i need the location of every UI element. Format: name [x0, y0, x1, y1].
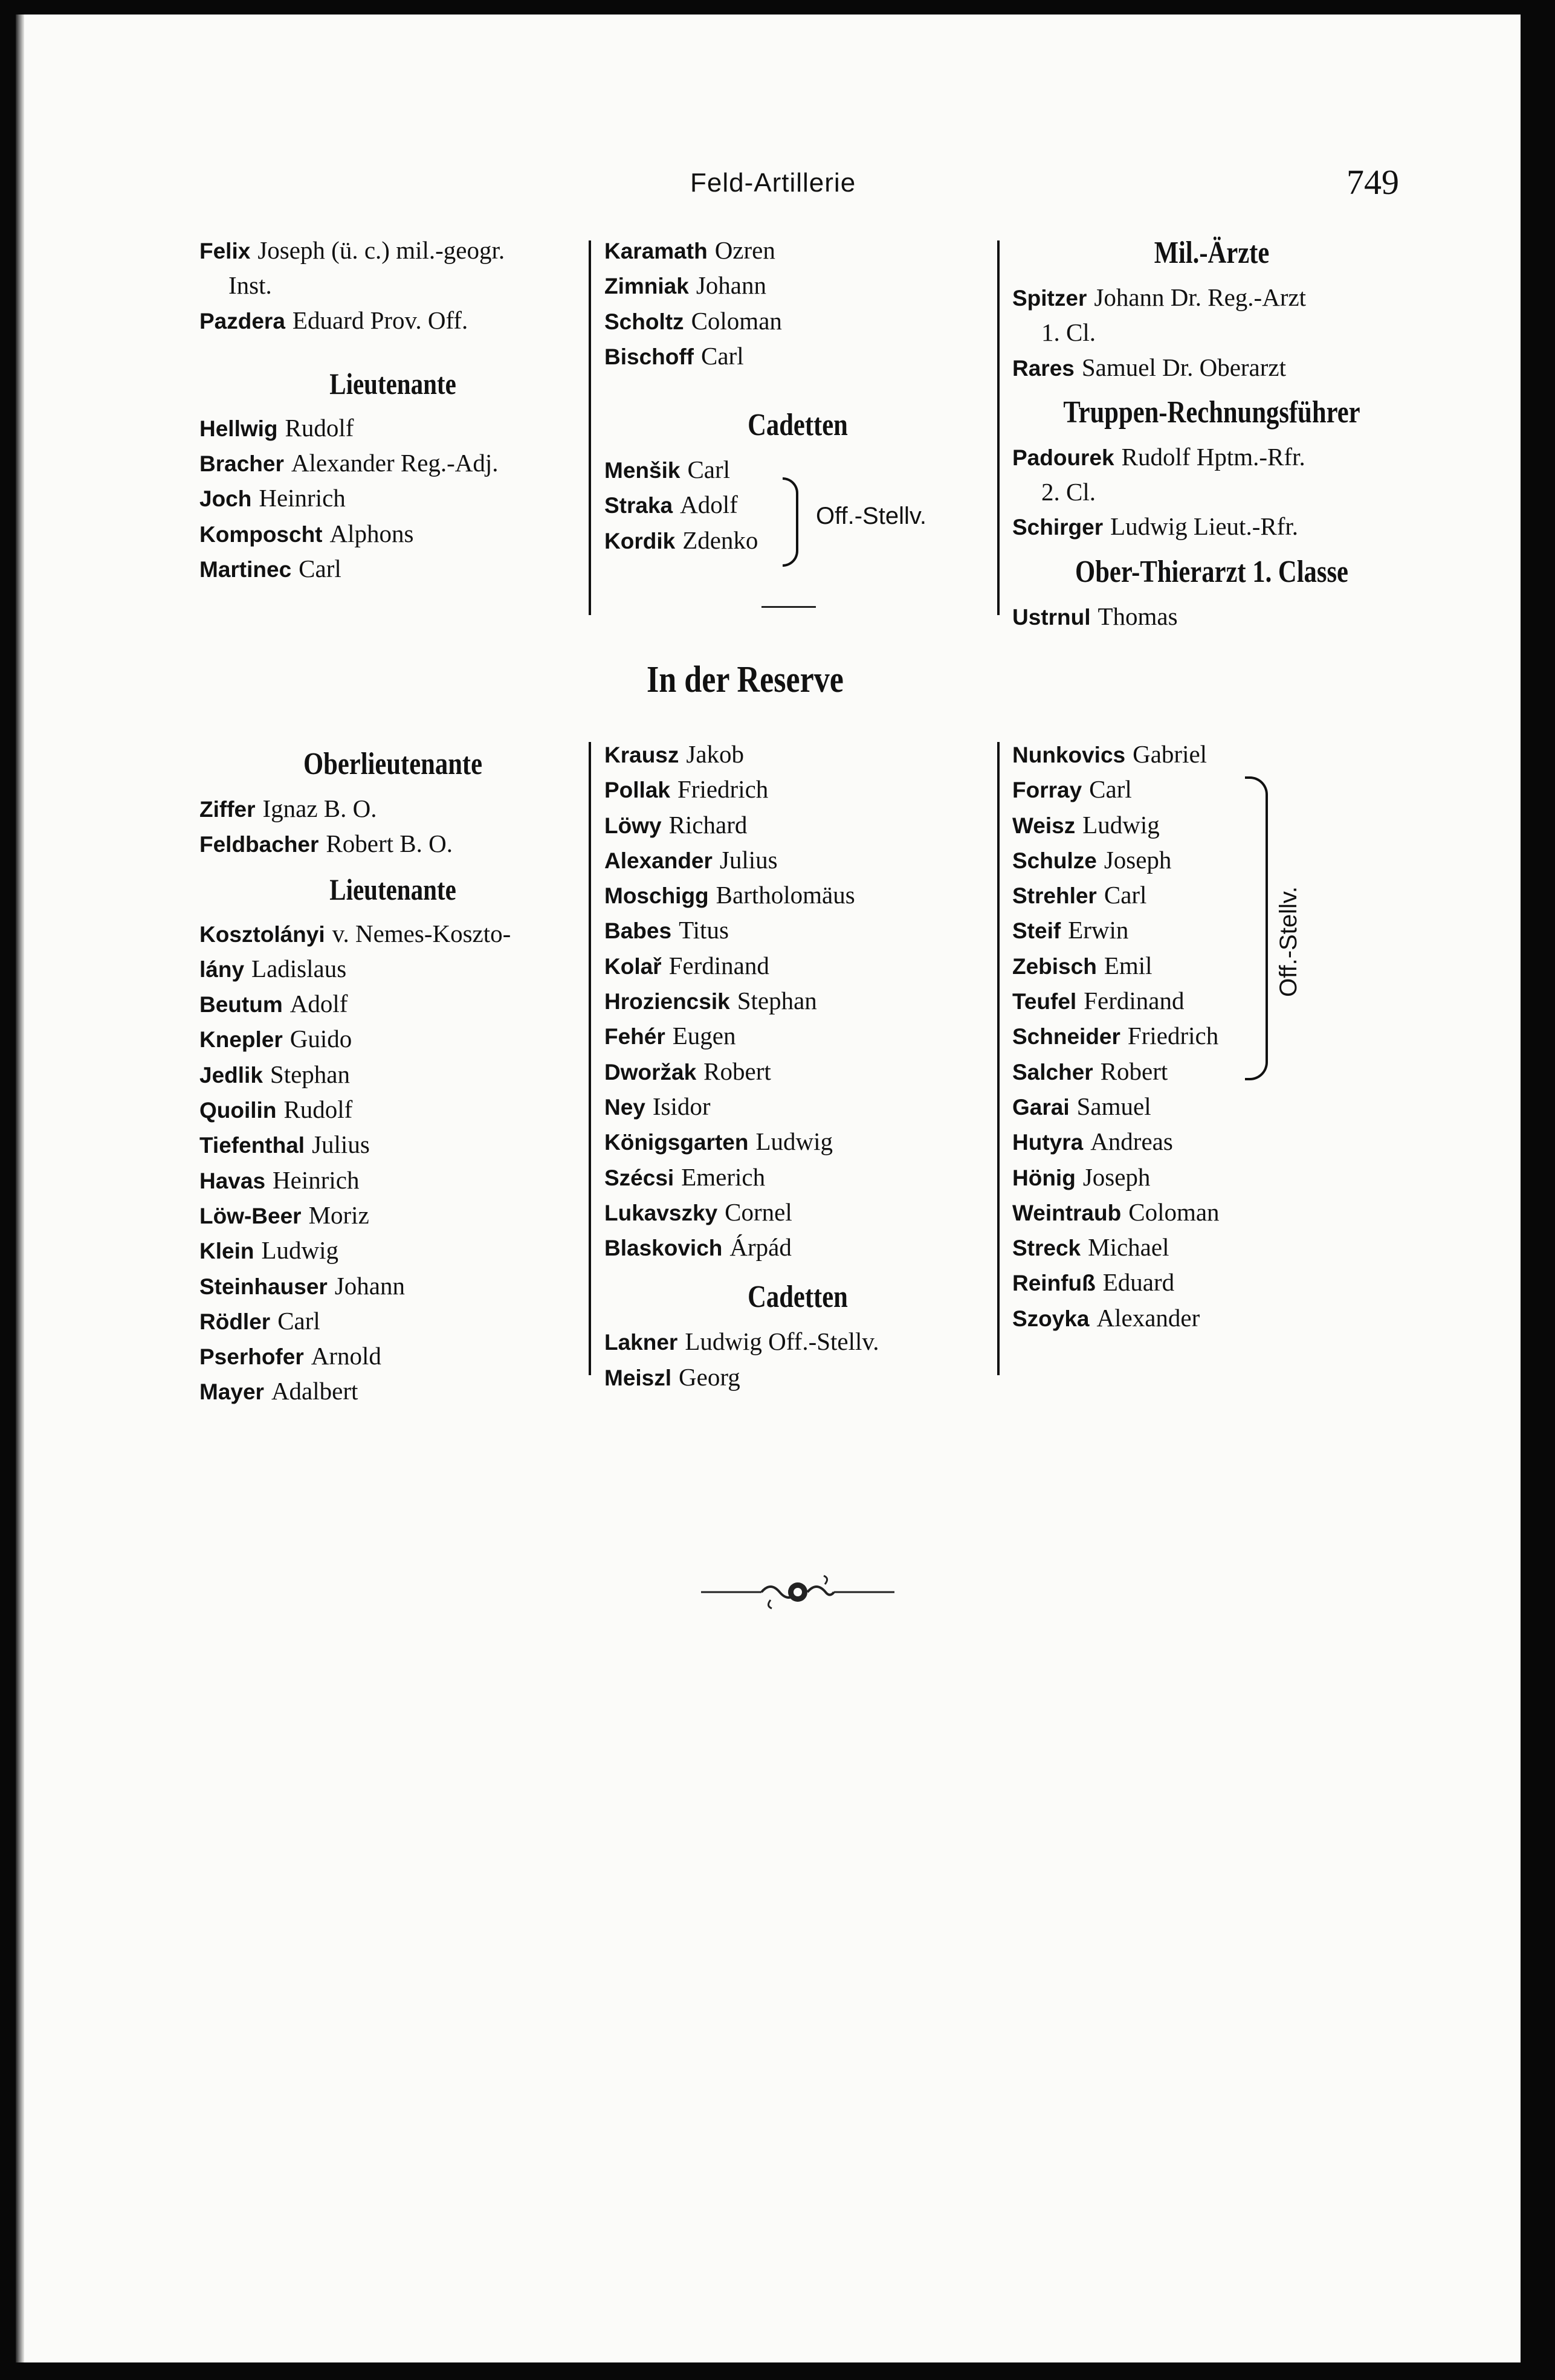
list-item	[1012, 913, 1399, 948]
surname: Padourek	[1012, 445, 1114, 470]
given-name-and-title: Rudolf Hptm.-Rfr.	[1121, 442, 1305, 471]
surname: Hutyra	[1012, 1130, 1084, 1155]
given-name-and-title: Moriz	[308, 1201, 369, 1229]
surname: Scholtz	[604, 309, 684, 334]
given-name-and-title: Georg	[679, 1363, 740, 1391]
list-item	[199, 917, 586, 952]
list-item	[1012, 984, 1399, 1019]
surname: Pazdera	[199, 308, 285, 334]
given-name-and-title: Eduard Prov. Off.	[292, 306, 468, 334]
section-heading: Lieutenante	[329, 872, 456, 906]
given-name-and-title: Jakob	[686, 740, 745, 768]
list-item	[604, 1019, 991, 1054]
list-item	[604, 984, 991, 1019]
list-item	[199, 1339, 586, 1374]
section-heading: Cadetten	[748, 1280, 848, 1315]
given-name-and-title: Guido	[289, 1025, 352, 1053]
list-item	[199, 1374, 586, 1409]
list-item	[604, 233, 991, 268]
page-fold-shadow	[16, 15, 24, 2362]
short-rule	[761, 606, 816, 608]
list-item	[1012, 1019, 1399, 1054]
list-item	[604, 808, 991, 843]
surname: Löw-Beer	[199, 1203, 302, 1228]
given-name-and-title: Carl	[701, 341, 744, 370]
given-name-and-title: Ozren	[714, 236, 775, 264]
column-rule	[997, 240, 1000, 615]
surname: Teufel	[1012, 989, 1077, 1014]
list-item	[604, 913, 991, 948]
given-name-and-title: Zdenko	[682, 526, 758, 554]
list-item	[199, 987, 586, 1022]
list-item	[1012, 509, 1411, 544]
list-item	[1012, 1124, 1399, 1159]
surname: Schirger	[1012, 515, 1104, 540]
list-item	[1012, 843, 1399, 878]
given-name-and-title: Gabriel	[1133, 740, 1207, 768]
list-item	[199, 827, 586, 862]
list-item	[199, 1092, 586, 1127]
given-name-and-title: Ludwig Off.-Stellv.	[685, 1327, 879, 1356]
list-item	[604, 772, 991, 807]
list-item	[199, 517, 586, 552]
surname: Rödler	[199, 1309, 271, 1334]
list-item	[604, 268, 991, 303]
surname: Babes	[604, 918, 672, 944]
given-name-and-title: 2. Cl.	[1041, 478, 1096, 506]
given-name-and-title: Carl	[299, 555, 341, 583]
given-name-and-title: Robert	[703, 1057, 771, 1085]
given-name-and-title: Andreas	[1090, 1127, 1173, 1156]
list-item	[1012, 949, 1399, 984]
list-item	[199, 303, 586, 338]
given-name-and-title: Friedrich	[1127, 1022, 1219, 1050]
given-name-and-title: 1. Cl.	[1041, 318, 1096, 347]
list-item	[1012, 599, 1411, 634]
given-name-and-title: Robert B. O.	[326, 830, 453, 858]
surname: Feldbacher	[199, 832, 319, 857]
surname: Havas	[199, 1168, 266, 1193]
surname: Mayer	[199, 1379, 264, 1405]
list-item	[199, 446, 586, 481]
surname: Straka	[604, 493, 673, 518]
given-name-and-title: Alphons	[329, 519, 414, 547]
surname: Quoilin	[199, 1098, 277, 1123]
surname: Hroziencsik	[604, 989, 730, 1014]
surname: Beutum	[199, 992, 283, 1017]
given-name-and-title: Samuel	[1076, 1092, 1151, 1120]
list-item	[604, 339, 991, 374]
given-name-and-title: Heinrich	[259, 484, 346, 512]
surname: Krausz	[604, 743, 679, 767]
surname: Strehler	[1012, 883, 1097, 909]
surname: Lakner	[604, 1330, 678, 1355]
surname: Kosztolányi	[199, 921, 325, 947]
given-name-and-title: Johann	[334, 1271, 405, 1300]
given-name-and-title: Stephan	[737, 987, 817, 1015]
surname: Zimniak	[604, 274, 689, 299]
given-name-and-title: Adalbert	[271, 1377, 358, 1405]
list-item	[1012, 1089, 1399, 1124]
given-name-and-title: Eduard	[1102, 1268, 1175, 1297]
list-item	[199, 1304, 586, 1339]
given-name-and-title: Isidor	[652, 1092, 711, 1120]
surname: Kolař	[604, 953, 662, 979]
given-name-and-title: Joseph	[1104, 845, 1172, 874]
given-name-and-title: Ludwig	[755, 1127, 833, 1156]
surname: Komposcht	[199, 521, 323, 547]
surname: Meiszl	[604, 1365, 672, 1390]
list-item	[604, 453, 991, 488]
list-item	[199, 1022, 586, 1057]
given-name-and-title: Ignaz B. O.	[262, 795, 377, 822]
list-item	[604, 843, 991, 878]
surname: Menšik	[604, 458, 681, 483]
list-item	[604, 1195, 991, 1230]
surname: Pserhofer	[199, 1344, 304, 1370]
surname: Fehér	[604, 1024, 665, 1050]
reserve-column-2	[604, 737, 991, 1395]
off-stellv-brace-label: Off.-Stellv.	[1275, 886, 1302, 997]
cadets-brace	[783, 477, 798, 567]
given-name-and-title: Adolf	[289, 990, 348, 1018]
given-name-and-title: Joseph (ü. c.) mil.-geogr.	[257, 236, 505, 264]
given-name-and-title: Carl	[277, 1306, 320, 1335]
given-name-and-title: Carl	[1089, 775, 1132, 804]
surname: Bracher	[199, 451, 284, 477]
cadets-brace-label: Off.-Stellv.	[816, 503, 927, 529]
surname: Joch	[199, 486, 252, 512]
column-rule	[589, 240, 591, 615]
surname: Ney	[604, 1094, 645, 1120]
given-name-and-title: Arnold	[311, 1342, 381, 1370]
list-item	[199, 1057, 586, 1092]
given-name-and-title: Emil	[1104, 951, 1153, 979]
given-name-and-title: Árpád	[729, 1233, 792, 1262]
surname: Löwy	[604, 813, 662, 838]
list-item	[1012, 1230, 1399, 1265]
given-name-and-title: Ladislaus	[251, 954, 347, 982]
given-name-and-title: Heinrich	[273, 1166, 360, 1194]
reserve-column-1	[199, 737, 586, 1410]
list-item	[1012, 1054, 1399, 1089]
given-name-and-title: Robert	[1100, 1057, 1168, 1085]
section-heading: Cadetten	[748, 408, 848, 443]
surname: Lukavszky	[604, 1200, 718, 1225]
given-name-and-title: Thomas	[1098, 602, 1178, 630]
surname: Nunkovics	[1012, 743, 1126, 767]
section-heading: Truppen-Rechnungsführer	[1063, 395, 1360, 430]
given-name-and-title: Rudolf	[285, 413, 354, 442]
surname: Zebisch	[1012, 953, 1097, 979]
running-title: Feld-Artillerie	[690, 168, 856, 198]
given-name-and-title: Carl	[687, 456, 731, 484]
list-item	[199, 411, 586, 446]
list-item	[1012, 772, 1399, 807]
list-item	[1012, 350, 1411, 385]
surname: Martinec	[199, 557, 292, 582]
surname: Reinfuß	[1012, 1271, 1096, 1296]
surname: Ziffer	[199, 797, 256, 822]
given-name-and-title: v. Nemes-Koszto-	[332, 919, 511, 947]
surname: Pollak	[604, 778, 670, 803]
list-item	[604, 1054, 991, 1089]
given-name-and-title: Inst.	[228, 271, 272, 300]
list-item	[604, 1124, 991, 1159]
list-item	[199, 1269, 586, 1304]
surname: Schulze	[1012, 848, 1097, 873]
page-number: 749	[1346, 163, 1399, 202]
list-item	[199, 1127, 586, 1163]
surname: Weisz	[1012, 813, 1076, 838]
given-name-and-title: Joseph	[1082, 1163, 1151, 1191]
top-column-1	[199, 233, 586, 587]
section-heading: Mil.-Ärzte	[1154, 236, 1270, 270]
list-item	[199, 268, 586, 303]
given-name-and-title: Emerich	[681, 1163, 766, 1191]
given-name-and-title: Ludwig Lieut.-Rfr.	[1110, 512, 1298, 541]
section-heading: Oberlieutenante	[303, 747, 483, 781]
surname: Ustrnul	[1012, 604, 1091, 630]
surname: Knepler	[199, 1027, 283, 1053]
surname: Hönig	[1012, 1165, 1076, 1190]
given-name-and-title: Carl	[1104, 881, 1147, 909]
list-item	[604, 1324, 991, 1359]
list-item	[604, 1360, 991, 1395]
list-item	[199, 552, 586, 587]
surname: Bischoff	[604, 344, 694, 369]
given-name-and-title: Julius	[312, 1130, 370, 1159]
list-item	[1012, 315, 1411, 350]
ornament-icon	[695, 1571, 900, 1613]
given-name-and-title: Ludwig	[1082, 810, 1160, 839]
given-name-and-title: Stephan	[270, 1060, 350, 1088]
given-name-and-title: Coloman	[1128, 1198, 1220, 1226]
top-column-3	[1012, 233, 1411, 634]
given-name-and-title: Alexander	[1096, 1303, 1200, 1332]
list-item	[199, 233, 586, 268]
list-item	[604, 737, 991, 772]
list-item	[199, 1163, 586, 1198]
list-item	[1012, 808, 1399, 843]
list-item	[604, 878, 991, 913]
column-rule	[589, 742, 591, 1375]
list-item	[604, 304, 991, 339]
list-item	[199, 952, 586, 987]
surname: Jedlik	[199, 1062, 263, 1088]
surname: Streck	[1012, 1236, 1081, 1261]
list-item	[1012, 475, 1411, 509]
surname: Salcher	[1012, 1059, 1093, 1085]
surname: Szécsi	[604, 1165, 674, 1190]
list-item	[1012, 440, 1411, 475]
list-item	[1012, 1160, 1399, 1195]
list-item	[1012, 1195, 1399, 1230]
given-name-and-title: Johann	[696, 271, 766, 300]
given-name-and-title: Alexander Reg.-Adj.	[291, 449, 499, 477]
given-name-and-title: Erwin	[1068, 916, 1129, 944]
surname: Königsgarten	[604, 1130, 749, 1155]
reserve-heading: In der Reserve	[647, 659, 844, 700]
given-name-and-title: Ferdinand	[668, 951, 769, 979]
column-rule	[997, 742, 1000, 1375]
surname: Blaskovich	[604, 1236, 723, 1261]
surname: lány	[199, 956, 245, 982]
list-item	[604, 1230, 991, 1265]
given-name-and-title: Eugen	[672, 1022, 736, 1050]
surname: Felix	[199, 239, 251, 263]
list-item	[199, 1233, 586, 1268]
section-heading: Lieutenante	[329, 366, 456, 401]
list-item	[1012, 1265, 1399, 1300]
given-name-and-title: Ferdinand	[1084, 987, 1185, 1015]
given-name-and-title: Adolf	[680, 491, 738, 519]
reserve-column-3	[1012, 737, 1399, 1336]
list-item	[604, 949, 991, 984]
list-item	[1012, 280, 1411, 315]
surname: Forray	[1012, 778, 1082, 803]
given-name-and-title: Rudolf	[283, 1095, 353, 1124]
given-name-and-title: Titus	[679, 916, 729, 944]
surname: Dworžak	[604, 1059, 697, 1085]
list-item	[1012, 737, 1399, 772]
given-name-and-title: Michael	[1088, 1233, 1169, 1262]
surname: Steif	[1012, 918, 1061, 944]
surname: Hellwig	[199, 416, 278, 441]
surname: Kordik	[604, 528, 676, 553]
surname: Garai	[1012, 1094, 1070, 1120]
given-name-and-title: Bartholomäus	[716, 881, 855, 909]
section-heading: Ober-Thierarzt 1. Classe	[1075, 554, 1348, 589]
list-item	[199, 481, 586, 516]
surname: Szoyka	[1012, 1306, 1090, 1331]
surname: Rares	[1012, 355, 1075, 381]
list-item	[1012, 1301, 1399, 1336]
list-item	[604, 1160, 991, 1195]
given-name-and-title: Cornel	[725, 1198, 792, 1226]
list-item	[604, 1089, 991, 1124]
surname: Alexander	[604, 848, 713, 873]
surname: Klein	[199, 1239, 254, 1264]
surname: Steinhauser	[199, 1274, 328, 1299]
surname: Weintraub	[1012, 1200, 1122, 1225]
surname: Tiefenthal	[199, 1133, 305, 1158]
given-name-and-title: Friedrich	[677, 775, 769, 804]
given-name-and-title: Ludwig	[261, 1236, 339, 1265]
given-name-and-title: Samuel Dr. Oberarzt	[1081, 353, 1286, 381]
surname: Moschigg	[604, 883, 709, 909]
given-name-and-title: Richard	[668, 810, 748, 839]
list-item	[199, 1198, 586, 1233]
surname: Karamath	[604, 239, 708, 263]
given-name-and-title: Johann Dr. Reg.-Arzt	[1094, 283, 1307, 311]
given-name-and-title: Julius	[719, 845, 778, 874]
list-item	[199, 792, 586, 827]
surname: Schneider	[1012, 1024, 1120, 1050]
list-item	[1012, 878, 1399, 913]
off-stellv-brace	[1245, 776, 1268, 1080]
given-name-and-title: Coloman	[691, 306, 782, 335]
surname: Spitzer	[1012, 286, 1087, 311]
